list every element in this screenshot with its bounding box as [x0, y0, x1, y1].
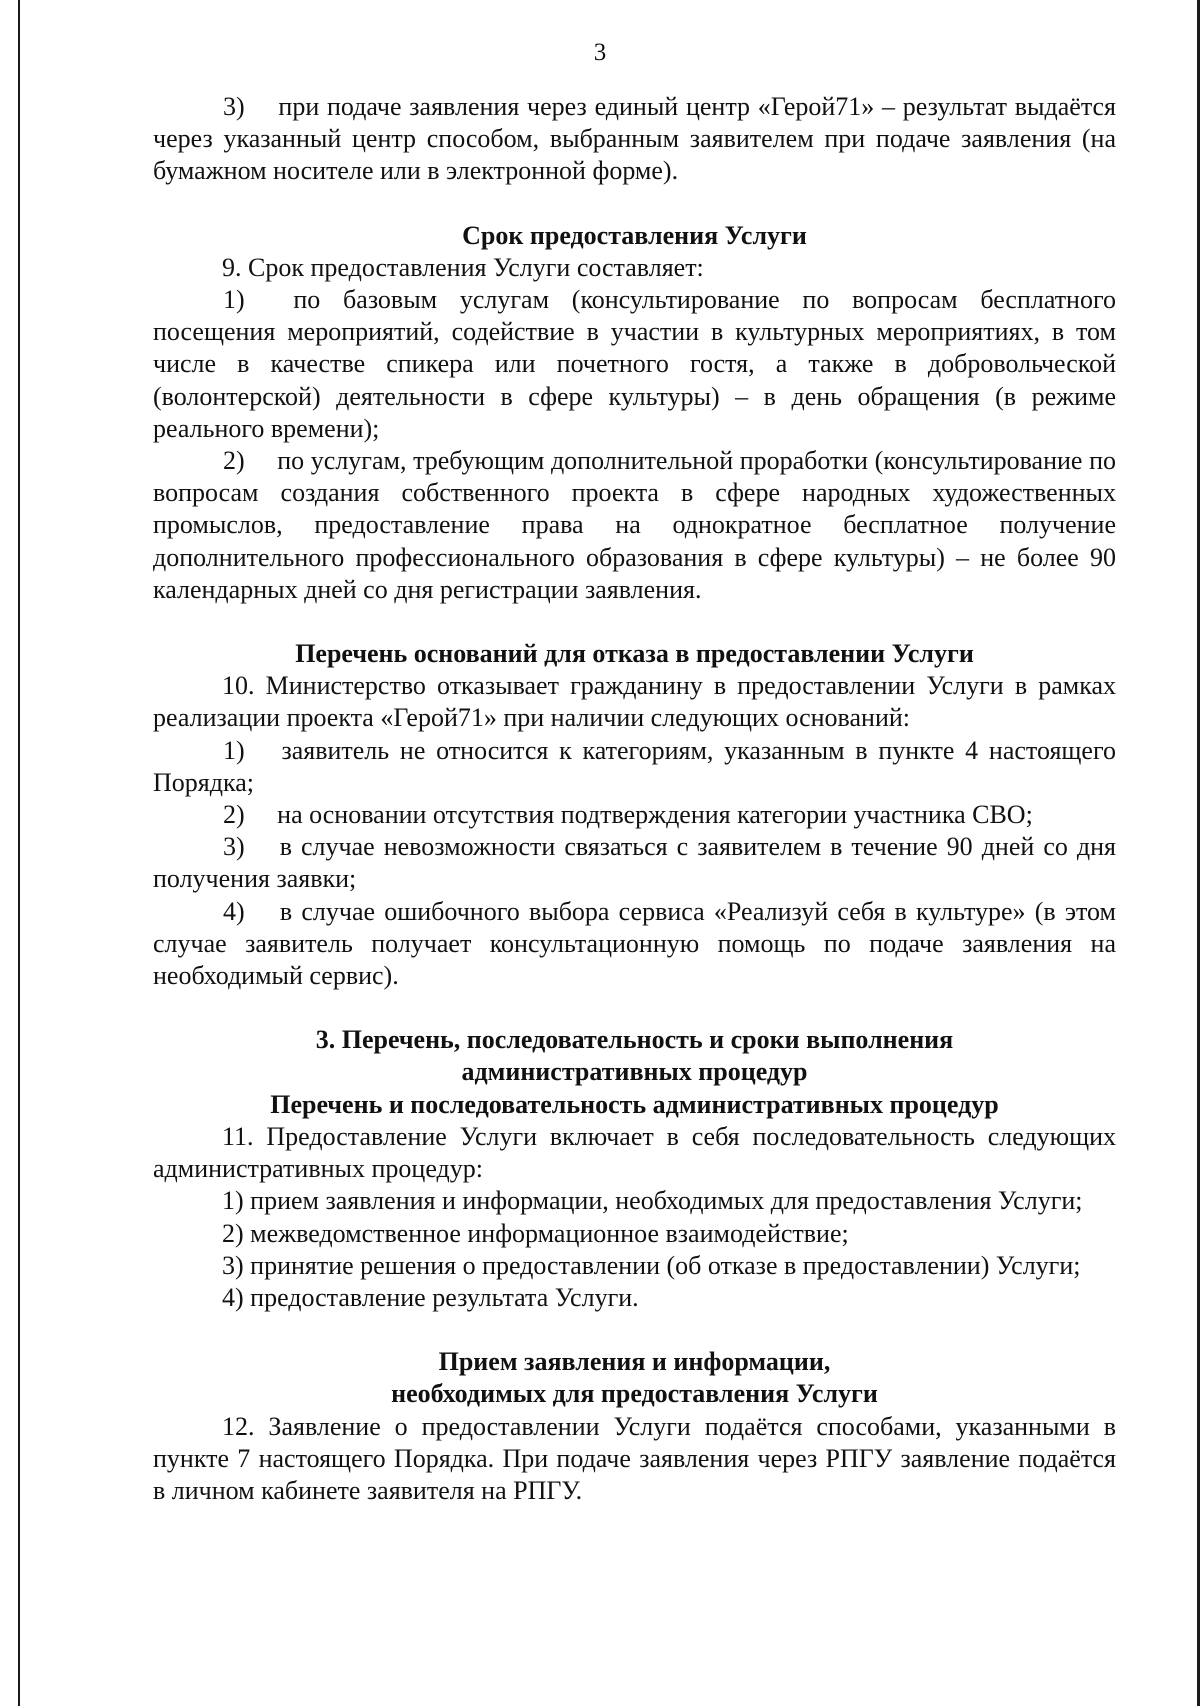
heading-reception-line-1: Прием заявления и информации, — [438, 1347, 831, 1377]
paragraph-11-item-3: 3) принятие решения о предоставлении (об отказе в предоставлении) Услуги; — [222, 1250, 1081, 1280]
heading-procedures-list: Перечень и последовательность административных процедур — [270, 1089, 999, 1119]
paragraph-10-item-3: 3) в случае невозможности связаться с заявителем в течение 90 дней со дня получения заявки; — [153, 832, 1116, 894]
paragraph-11: 11. Предоставление Услуги включает в себя последовательность следующих административных процедур: — [153, 1121, 1116, 1184]
result-item-3: 3) при подаче заявления через единый центр «Герой71» – результат выдаётся через указанный центр способом, выбранным заявителем при подаче заявления (на бумажном носителе или в электронной форме). — [153, 92, 1116, 186]
paragraph-10-item-2: 2) на основании отсутствия подтверждения категории участника СВО; — [223, 800, 1033, 830]
section-3-heading-line-2: административных процедур — [461, 1057, 808, 1087]
paragraph-10: 10. Министерство отказывает гражданину в предоставлении Услуги в рамках реализации проекта «Герой71» при наличии следующих оснований: — [153, 671, 1116, 733]
paragraph-11-item-4: 4) предоставление результата Услуги. — [222, 1282, 639, 1312]
paragraph-9: 9. Срок предоставления Услуги составляет: — [222, 252, 704, 282]
paragraph-10-item-4: 4) в случае ошибочного выбора сервиса «Реализуй себя в культуре» (в этом случае заявитель получает консультационную помощь по подаче заявления на необходимый сервис). — [153, 896, 1116, 991]
document-body — [153, 91, 1116, 1507]
paragraph-11-item-1: 1) прием заявления и информации, необходимых для предоставления Услуги; — [222, 1186, 1083, 1216]
section-3-heading-line-1: 3. Перечень, последовательность и сроки выполнения — [315, 1025, 954, 1055]
heading-service-term: Срок предоставления Услуги — [462, 220, 807, 250]
heading-reception-line-2: необходимых для предоставления Услуги — [391, 1379, 878, 1409]
scan-edge-left — [18, 0, 20, 1706]
heading-refusal-grounds: Перечень оснований для отказа в предоставлении Услуги — [295, 639, 974, 669]
paragraph-9-item-2: 2) по услугам, требующим дополнительной проработки (консультирование по вопросам создания собственного проекта в сфере народных художественных промыслов, предоставление права на однократное бесплатное получение дополнительного профессионального образования в сфере культуры) – не более 90 календарных дней со дня регистрации заявления. — [153, 446, 1116, 604]
page-number: 3 — [593, 39, 607, 66]
paragraph-10-item-1: 1) заявитель не относится к категориям, указанным в пункте 4 настоящего Порядка; — [153, 735, 1116, 797]
paragraph-9-item-1: 1) по базовым услугам (консультирование по вопросам бесплатного посещения мероприятий, содействие в участии в культурных мероприятиях, в том числе в качестве спикера или почетного гостя, а также в добровольческой (волонтерской) деятельности в сфере культуры) – в день обращения (в режиме реального времени); — [153, 285, 1116, 443]
paragraph-12: 12. Заявление о предоставлении Услуги подаётся способами, указанными в пункте 7 настоящего Порядка. При подаче заявления через РПГУ заявление подаётся в личном кабинете заявителя на РПГУ. — [153, 1411, 1116, 1505]
paragraph-11-item-2: 2) межведомственное информационное взаимодействие; — [222, 1218, 849, 1248]
